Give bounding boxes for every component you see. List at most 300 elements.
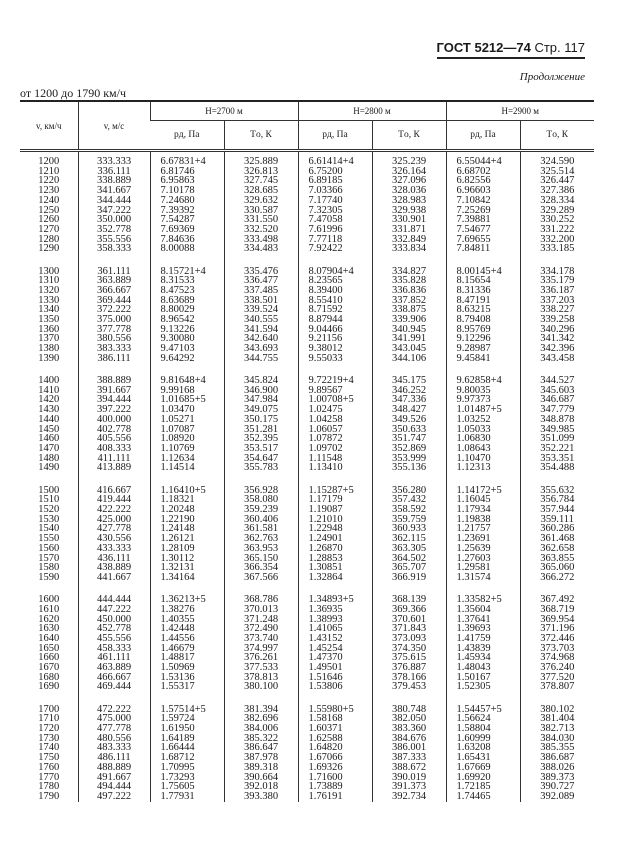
cell-speed-ms: 461.111 <box>78 653 150 663</box>
cell-temp-2700: 331.550 <box>224 215 298 225</box>
cell-temp-2900: 335.179 <box>520 276 594 286</box>
cell-temp-2700: 370.013 <box>224 605 298 615</box>
cell-pressure-2900: 1.29581 <box>446 563 520 573</box>
cell-pressure-2900: 1.37641 <box>446 615 520 625</box>
cell-temp-2700: 359.239 <box>224 505 298 515</box>
cell-temp-2900: 384.030 <box>520 734 594 744</box>
cell-speed-kmh: 1270 <box>38 223 60 235</box>
cell-temp-2700: 332.520 <box>224 225 298 235</box>
cell-speed-ms: 480.556 <box>78 734 150 744</box>
cell-pressure-2900: 7.54677 <box>446 225 520 235</box>
cell-temp-2900: 326.447 <box>520 176 594 186</box>
cell-pressure-2700: 1.07087 <box>150 425 224 435</box>
cell-speed-ms: 338.889 <box>78 176 150 186</box>
cell-pressure-2900: 1.45934 <box>446 653 520 663</box>
cell-pressure-2700: 7.54287 <box>150 215 224 225</box>
cell-pressure-2700: 1.66444 <box>150 743 224 753</box>
cell-pressure-2700: 1.28109 <box>150 544 224 554</box>
cell-pressure-2900: 1.65431 <box>446 753 520 763</box>
cell-pressure-2700: 7.24680 <box>150 196 224 206</box>
cell-temp-2800: 340.945 <box>372 325 446 335</box>
spacer-cell <box>224 473 298 486</box>
cell-temp-2800: 384.676 <box>372 734 446 744</box>
cell-pressure-2700: 8.15721+4 <box>150 267 224 277</box>
cell-pressure-2900: 7.25269 <box>446 206 520 216</box>
cell-speed-ms: 352.778 <box>78 225 150 235</box>
cell-pressure-2700: 1.24148 <box>150 524 224 534</box>
cell-temp-2900: 388.026 <box>520 763 594 773</box>
cell-temp-2800: 330.901 <box>372 215 446 225</box>
cell-temp-2800: 348.427 <box>372 405 446 415</box>
cell-temp-2700: 361.581 <box>224 524 298 534</box>
cell-speed-kmh: 1470 <box>38 442 60 454</box>
cell-pressure-2900: 8.63215 <box>446 305 520 315</box>
cell-pressure-2800: 8.71592 <box>298 305 372 315</box>
cell-pressure-2800: 1.04258 <box>298 415 372 425</box>
cell-temp-2700: 335.476 <box>224 267 298 277</box>
block-spacer <box>20 473 594 486</box>
cell-temp-2700: 343.693 <box>224 344 298 354</box>
cell-pressure-2800: 9.72219+4 <box>298 376 372 386</box>
cell-speed-ms: 486.111 <box>78 753 150 763</box>
cell-speed-kmh: 1710 <box>38 713 60 725</box>
cell-speed-kmh: 1490 <box>38 462 60 474</box>
cell-pressure-2900: 9.62858+4 <box>446 376 520 386</box>
cell-temp-2800: 388.672 <box>372 763 446 773</box>
cell-speed-ms: 375.000 <box>78 315 150 325</box>
cell-temp-2900: 357.944 <box>520 505 594 515</box>
cell-pressure-2900: 1.19838 <box>446 515 520 525</box>
cell-pressure-2700: 1.68712 <box>150 753 224 763</box>
cell-speed-kmh: 1560 <box>38 542 60 554</box>
cell-pressure-2900: 9.45841 <box>446 354 520 364</box>
cell-pressure-2800: 1.24901 <box>298 534 372 544</box>
cell-temp-2700: 355.783 <box>224 463 298 473</box>
cell-speed-kmh: 1630 <box>38 623 60 635</box>
cell-temp-2700: 385.322 <box>224 734 298 744</box>
cell-temp-2800: 341.991 <box>372 334 446 344</box>
cell-pressure-2700: 1.48817 <box>150 653 224 663</box>
cell-temp-2700: 371.248 <box>224 615 298 625</box>
cell-speed-ms: 372.222 <box>78 305 150 315</box>
cell-temp-2800: 328.983 <box>372 196 446 206</box>
cell-speed-kmh: 1730 <box>38 732 60 744</box>
spacer-cell <box>150 473 224 486</box>
cell-temp-2900: 352.221 <box>520 444 594 454</box>
cell-temp-2800: 346.252 <box>372 386 446 396</box>
cell-speed-kmh: 1660 <box>38 652 60 664</box>
cell-speed-kmh: 1580 <box>38 562 60 574</box>
cell-pressure-2800: 1.62588 <box>298 734 372 744</box>
cell-temp-2800: 383.360 <box>372 724 446 734</box>
cell-temp-2900: 340.296 <box>520 325 594 335</box>
cell-pressure-2900: 1.72185 <box>446 782 520 792</box>
cell-temp-2800: 339.906 <box>372 315 446 325</box>
cell-pressure-2800: 1.51646 <box>298 673 372 683</box>
cell-pressure-2800: 7.17740 <box>298 196 372 206</box>
cell-speed-kmh: 1440 <box>38 413 60 425</box>
cell-temp-2800: 382.050 <box>372 714 446 724</box>
cell-pressure-2700: 7.84636 <box>150 235 224 245</box>
cell-pressure-2800: 1.00708+5 <box>298 395 372 405</box>
cell-temp-2900: 381.404 <box>520 714 594 724</box>
cell-speed-kmh: 1750 <box>38 752 60 764</box>
cell-pressure-2800: 1.53806 <box>298 682 372 692</box>
header-altitude-2900: H=2900 м <box>446 101 594 121</box>
cell-speed-kmh: 1210 <box>38 165 60 177</box>
cell-pressure-2700: 1.70995 <box>150 763 224 773</box>
standard-number: ГОСТ 5212—74 <box>436 40 531 55</box>
cell-temp-2700: 373.740 <box>224 634 298 644</box>
table-row <box>20 682 594 692</box>
cell-temp-2900: 339.258 <box>520 315 594 325</box>
cell-pressure-2700: 1.26121 <box>150 534 224 544</box>
cell-pressure-2700: 9.99168 <box>150 386 224 396</box>
cell-speed-ms: 336.111 <box>78 167 150 177</box>
cell-pressure-2900: 1.74465 <box>446 792 520 802</box>
cell-pressure-2800: 8.55410 <box>298 296 372 306</box>
cell-speed-ms: 394.444 <box>78 395 150 405</box>
cell-temp-2900: 347.779 <box>520 405 594 415</box>
cell-pressure-2700: 1.64189 <box>150 734 224 744</box>
cell-temp-2900: 356.784 <box>520 495 594 505</box>
spacer-cell <box>520 473 594 486</box>
cell-temp-2900: 329.289 <box>520 206 594 216</box>
cell-pressure-2700: 1.40355 <box>150 615 224 625</box>
cell-temp-2900: 367.492 <box>520 595 594 605</box>
cell-temp-2800: 334.827 <box>372 267 446 277</box>
cell-temp-2800: 368.139 <box>372 595 446 605</box>
cell-temp-2800: 375.615 <box>372 653 446 663</box>
cell-pressure-2900: 9.12296 <box>446 334 520 344</box>
cell-temp-2700: 356.928 <box>224 486 298 496</box>
cell-speed-kmh: 1650 <box>38 642 60 654</box>
cell-pressure-2800: 1.41065 <box>298 624 372 634</box>
cell-pressure-2700: 1.50969 <box>150 663 224 673</box>
cell-temp-2800: 358.592 <box>372 505 446 515</box>
cell-speed-ms: 430.556 <box>78 534 150 544</box>
cell-speed-ms: 358.333 <box>78 244 150 254</box>
cell-pressure-2700: 1.38276 <box>150 605 224 615</box>
cell-temp-2900: 348.878 <box>520 415 594 425</box>
spacer-cell <box>78 692 150 705</box>
cell-temp-2800: 359.759 <box>372 515 446 525</box>
cell-pressure-2700: 7.69369 <box>150 225 224 235</box>
cell-pressure-2800: 1.15287+5 <box>298 486 372 496</box>
cell-pressure-2800: 1.13410 <box>298 463 372 473</box>
cell-pressure-2700: 1.22190 <box>150 515 224 525</box>
cell-pressure-2900: 1.54457+5 <box>446 705 520 715</box>
cell-temp-2700: 393.380 <box>224 792 298 802</box>
cell-speed-ms: 361.111 <box>78 267 150 277</box>
cell-pressure-2800: 1.07872 <box>298 434 372 444</box>
header-temperature: Tо, К <box>372 121 446 151</box>
cell-pressure-2800: 8.39400 <box>298 286 372 296</box>
block-spacer <box>20 692 594 705</box>
cell-pressure-2900: 6.55044+4 <box>446 157 520 167</box>
cell-temp-2800: 333.834 <box>372 244 446 254</box>
cell-speed-ms: 477.778 <box>78 724 150 734</box>
cell-temp-2900: 390.727 <box>520 782 594 792</box>
cell-temp-2900: 327.386 <box>520 186 594 196</box>
cell-pressure-2900: 1.08643 <box>446 444 520 454</box>
cell-pressure-2800: 7.32305 <box>298 206 372 216</box>
cell-temp-2700: 338.501 <box>224 296 298 306</box>
cell-pressure-2900: 8.15654 <box>446 276 520 286</box>
cell-temp-2800: 351.747 <box>372 434 446 444</box>
cell-speed-kmh: 1500 <box>38 484 60 496</box>
cell-speed-kmh: 1790 <box>38 790 60 802</box>
table-row <box>20 463 594 473</box>
cell-temp-2900: 369.954 <box>520 615 594 625</box>
cell-temp-2700: 328.685 <box>224 186 298 196</box>
table-row <box>20 354 594 364</box>
cell-temp-2800: 344.106 <box>372 354 446 364</box>
cell-temp-2700: 352.395 <box>224 434 298 444</box>
cell-temp-2900: 366.272 <box>520 573 594 583</box>
spacer-cell <box>150 254 224 267</box>
cell-pressure-2700: 1.10769 <box>150 444 224 454</box>
cell-pressure-2700: 1.08920 <box>150 434 224 444</box>
cell-temp-2900: 353.351 <box>520 454 594 464</box>
cell-pressure-2700: 6.81746 <box>150 167 224 177</box>
cell-pressure-2700: 9.13226 <box>150 325 224 335</box>
cell-pressure-2900: 1.21757 <box>446 524 520 534</box>
spacer-cell <box>298 254 372 267</box>
cell-speed-kmh: 1430 <box>38 404 60 416</box>
cell-temp-2700: 387.978 <box>224 753 298 763</box>
cell-pressure-2800: 7.03366 <box>298 186 372 196</box>
cell-pressure-2800: 6.75200 <box>298 167 372 177</box>
cell-temp-2700: 326.813 <box>224 167 298 177</box>
cell-temp-2700: 377.533 <box>224 663 298 673</box>
spacer-cell <box>78 254 150 267</box>
cell-pressure-2800: 7.77118 <box>298 235 372 245</box>
cell-pressure-2900: 1.16045 <box>446 495 520 505</box>
cell-temp-2800: 365.707 <box>372 563 446 573</box>
cell-speed-ms: 388.889 <box>78 376 150 386</box>
cell-speed-ms: 444.444 <box>78 595 150 605</box>
cell-speed-kmh: 1570 <box>38 552 60 564</box>
cell-pressure-2700: 1.34164 <box>150 573 224 583</box>
cell-speed-ms: 469.444 <box>78 682 150 692</box>
cell-pressure-2700: 1.14514 <box>150 463 224 473</box>
cell-speed-kmh: 1370 <box>38 333 60 345</box>
spacer-cell <box>298 473 372 486</box>
cell-temp-2700: 358.080 <box>224 495 298 505</box>
cell-speed-ms: 386.111 <box>78 354 150 364</box>
cell-pressure-2800: 1.06057 <box>298 425 372 435</box>
cell-temp-2700: 360.406 <box>224 515 298 525</box>
cell-speed-kmh: 1770 <box>38 771 60 783</box>
cell-pressure-2900: 1.31574 <box>446 573 520 583</box>
cell-speed-kmh: 1540 <box>38 523 60 535</box>
cell-pressure-2800: 1.67066 <box>298 753 372 763</box>
cell-temp-2700: 381.394 <box>224 705 298 715</box>
cell-pressure-2900: 1.41759 <box>446 634 520 644</box>
cell-temp-2700: 344.755 <box>224 354 298 364</box>
cell-speed-kmh: 1410 <box>38 384 60 396</box>
spacer-cell <box>150 692 224 705</box>
header-temperature: Tо, К <box>224 121 298 151</box>
spacer-cell <box>446 473 520 486</box>
cell-speed-kmh: 1340 <box>38 304 60 316</box>
cell-temp-2700: 339.524 <box>224 305 298 315</box>
cell-pressure-2700: 6.67831+4 <box>150 157 224 167</box>
cell-speed-kmh: 1690 <box>38 681 60 693</box>
table-row <box>20 573 594 583</box>
cell-temp-2700: 350.175 <box>224 415 298 425</box>
cell-temp-2900: 377.520 <box>520 673 594 683</box>
cell-speed-kmh: 1510 <box>38 494 60 506</box>
cell-temp-2900: 378.807 <box>520 682 594 692</box>
cell-temp-2800: 360.933 <box>372 524 446 534</box>
cell-speed-ms: 419.444 <box>78 495 150 505</box>
cell-speed-ms: 436.111 <box>78 554 150 564</box>
cell-pressure-2800: 1.02475 <box>298 405 372 415</box>
header-altitude-2800: H=2800 м <box>298 101 446 121</box>
cell-speed-ms: 333.333 <box>78 157 150 167</box>
cell-temp-2800: 363.305 <box>372 544 446 554</box>
cell-pressure-2700: 1.59724 <box>150 714 224 724</box>
cell-pressure-2900: 1.35604 <box>446 605 520 615</box>
cell-pressure-2700: 8.31533 <box>150 276 224 286</box>
cell-temp-2800: 373.093 <box>372 634 446 644</box>
cell-temp-2900: 325.514 <box>520 167 594 177</box>
header-speed-ms: v, м/с <box>78 101 150 151</box>
cell-pressure-2900: 8.79408 <box>446 315 520 325</box>
cell-speed-ms: 466.667 <box>78 673 150 683</box>
cell-temp-2800: 390.019 <box>372 773 446 783</box>
cell-temp-2900: 362.658 <box>520 544 594 554</box>
cell-speed-kmh: 1740 <box>38 742 60 754</box>
cell-temp-2700: 330.587 <box>224 206 298 216</box>
cell-pressure-2700: 1.16410+5 <box>150 486 224 496</box>
cell-pressure-2800: 1.45254 <box>298 644 372 654</box>
cell-pressure-2900: 1.48043 <box>446 663 520 673</box>
cell-temp-2900: 373.703 <box>520 644 594 654</box>
cell-speed-ms: 380.556 <box>78 334 150 344</box>
cell-speed-kmh: 1590 <box>38 571 60 583</box>
table-row <box>20 792 594 802</box>
cell-pressure-2700: 8.80029 <box>150 305 224 315</box>
cell-pressure-2800: 1.32864 <box>298 573 372 583</box>
spacer-cell <box>520 692 594 705</box>
cell-pressure-2800: 1.71600 <box>298 773 372 783</box>
cell-speed-kmh: 1460 <box>38 433 60 445</box>
cell-pressure-2900: 1.52305 <box>446 682 520 692</box>
cell-pressure-2800: 9.38012 <box>298 344 372 354</box>
continuation-label: Продолжение <box>519 71 585 83</box>
cell-pressure-2800: 1.26870 <box>298 544 372 554</box>
page-number: Стр. 117 <box>534 40 585 55</box>
cell-speed-ms: 447.222 <box>78 605 150 615</box>
cell-temp-2900: 324.590 <box>520 157 594 167</box>
spacer-cell <box>520 254 594 267</box>
cell-temp-2900: 360.286 <box>520 524 594 534</box>
cell-pressure-2900: 8.31336 <box>446 286 520 296</box>
cell-speed-ms: 472.222 <box>78 705 150 715</box>
cell-temp-2800: 345.175 <box>372 376 446 386</box>
cell-speed-ms: 369.444 <box>78 296 150 306</box>
cell-temp-2800: 386.001 <box>372 743 446 753</box>
cell-temp-2800: 369.366 <box>372 605 446 615</box>
cell-temp-2800: 353.999 <box>372 454 446 464</box>
spacer-cell <box>298 692 372 705</box>
cell-speed-ms: 383.333 <box>78 344 150 354</box>
cell-temp-2900: 337.203 <box>520 296 594 306</box>
cell-pressure-2900: 6.82556 <box>446 176 520 186</box>
cell-temp-2900: 334.178 <box>520 267 594 277</box>
cell-pressure-2800: 1.28853 <box>298 554 372 564</box>
cell-pressure-2900: 8.95769 <box>446 325 520 335</box>
cell-temp-2900: 354.488 <box>520 463 594 473</box>
cell-temp-2700: 353.517 <box>224 444 298 454</box>
cell-temp-2700: 382.696 <box>224 714 298 724</box>
cell-speed-ms: 458.333 <box>78 644 150 654</box>
cell-temp-2700: 368.786 <box>224 595 298 605</box>
cell-speed-ms: 347.222 <box>78 206 150 216</box>
cell-temp-2800: 387.333 <box>372 753 446 763</box>
cell-temp-2800: 347.336 <box>372 395 446 405</box>
cell-temp-2900: 361.468 <box>520 534 594 544</box>
cell-temp-2800: 328.036 <box>372 186 446 196</box>
cell-temp-2800: 391.373 <box>372 782 446 792</box>
cell-pressure-2700: 1.30112 <box>150 554 224 564</box>
cell-speed-kmh: 1520 <box>38 504 60 515</box>
cell-temp-2900: 338.227 <box>520 305 594 315</box>
cell-temp-2900: 382.713 <box>520 724 594 734</box>
spacer-cell <box>20 692 78 705</box>
cell-speed-ms: 455.556 <box>78 634 150 644</box>
speed-range-caption: от 1200 до 1790 км/ч <box>20 86 126 100</box>
cell-pressure-2800: 7.92422 <box>298 244 372 254</box>
table-row <box>20 244 594 254</box>
cell-temp-2900: 386.687 <box>520 753 594 763</box>
cell-pressure-2800: 9.89567 <box>298 386 372 396</box>
cell-temp-2700: 340.555 <box>224 315 298 325</box>
cell-pressure-2700: 1.75605 <box>150 782 224 792</box>
cell-temp-2800: 374.350 <box>372 644 446 654</box>
cell-pressure-2900: 1.25639 <box>446 544 520 554</box>
cell-pressure-2700: 1.44556 <box>150 634 224 644</box>
cell-temp-2800: 349.526 <box>372 415 446 425</box>
cell-pressure-2700: 7.39392 <box>150 206 224 216</box>
cell-pressure-2900: 9.97373 <box>446 395 520 405</box>
cell-speed-kmh: 1530 <box>38 513 60 525</box>
cell-pressure-2900: 9.80035 <box>446 386 520 396</box>
cell-speed-kmh: 1550 <box>38 533 60 545</box>
cell-pressure-2700: 7.10178 <box>150 186 224 196</box>
cell-speed-kmh: 1310 <box>38 275 60 287</box>
cell-pressure-2800: 1.55980+5 <box>298 705 372 715</box>
cell-temp-2800: 325.239 <box>372 157 446 167</box>
cell-temp-2900: 371.196 <box>520 624 594 634</box>
cell-temp-2900: 342.396 <box>520 344 594 354</box>
cell-pressure-2800: 1.22948 <box>298 524 372 534</box>
cell-temp-2800: 331.871 <box>372 225 446 235</box>
cell-speed-kmh: 1200 <box>38 156 60 167</box>
cell-speed-kmh: 1420 <box>38 394 60 406</box>
cell-speed-ms: 366.667 <box>78 286 150 296</box>
cell-speed-ms: 491.667 <box>78 773 150 783</box>
cell-pressure-2700: 1.77931 <box>150 792 224 802</box>
cell-speed-ms: 416.667 <box>78 486 150 496</box>
cell-temp-2700: 386.647 <box>224 743 298 753</box>
cell-temp-2700: 390.664 <box>224 773 298 783</box>
cell-temp-2700: 378.813 <box>224 673 298 683</box>
header-pressure: pд, Па <box>298 121 372 151</box>
